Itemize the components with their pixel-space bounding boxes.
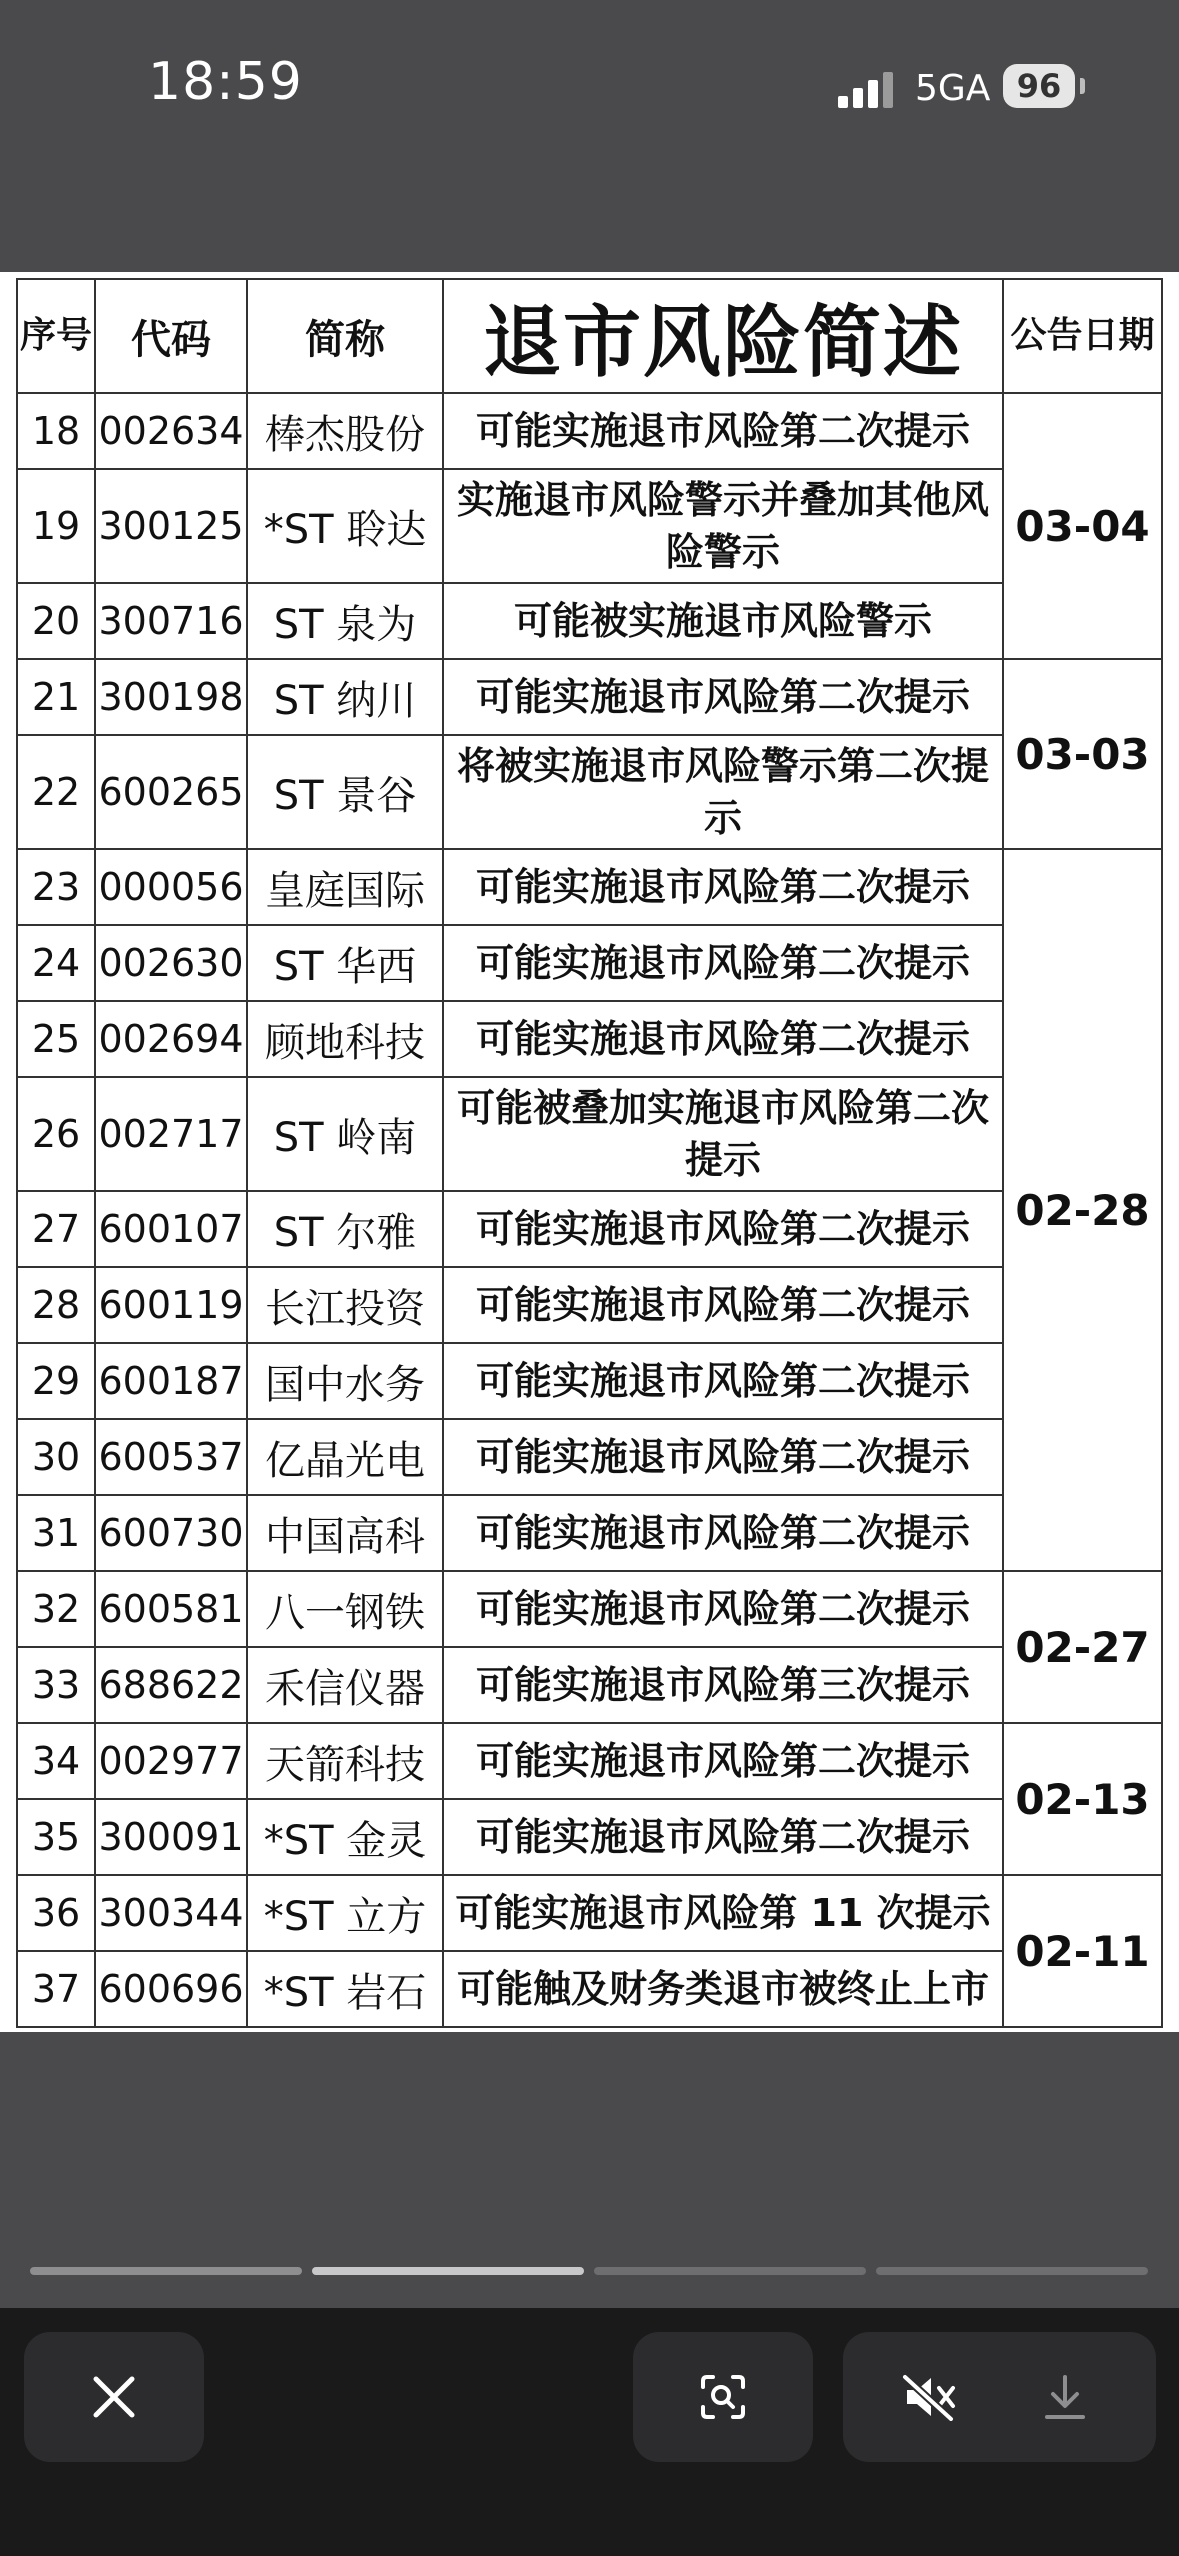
row-code: 300091	[95, 1799, 247, 1875]
row-seq: 33	[17, 1647, 95, 1723]
date-cell: 02-28	[1003, 849, 1162, 1571]
row-code: 002694	[95, 1001, 247, 1077]
row-seq: 30	[17, 1419, 95, 1495]
status-bar	[0, 0, 1179, 175]
row-desc: 可能实施退市风险第二次提示	[443, 1799, 1003, 1875]
table-row	[17, 1343, 1162, 1419]
table-row	[17, 1571, 1162, 1647]
page-dot-4[interactable]	[876, 2267, 1148, 2275]
row-name: 长江投资	[247, 1267, 443, 1343]
row-code: 300198	[95, 659, 247, 735]
cellular-signal-icon	[838, 72, 898, 108]
row-name: 禾信仪器	[247, 1647, 443, 1723]
row-code: 600119	[95, 1267, 247, 1343]
row-code: 002630	[95, 925, 247, 1001]
row-desc: 可能实施退市风险第二次提示	[443, 925, 1003, 1001]
speaker-muted-icon[interactable]	[901, 2373, 957, 2421]
visual-lookup-button[interactable]	[633, 2332, 813, 2462]
page-dot-3[interactable]	[594, 2267, 866, 2275]
row-desc: 可能触及财务类退市被终止上市	[443, 1951, 1003, 2027]
page-dot-2[interactable]	[312, 2267, 584, 2275]
row-seq: 28	[17, 1267, 95, 1343]
close-icon	[92, 2375, 136, 2419]
bottom-toolbar	[0, 2308, 1179, 2556]
table-row	[17, 659, 1162, 735]
row-desc: 可能实施退市风险第二次提示	[443, 1267, 1003, 1343]
row-code: 600537	[95, 1419, 247, 1495]
row-code: 600581	[95, 1571, 247, 1647]
row-name: *ST 金灵	[247, 1799, 443, 1875]
row-desc: 可能实施退市风险第二次提示	[443, 1343, 1003, 1419]
row-name: 国中水务	[247, 1343, 443, 1419]
header-name: 简称	[247, 279, 443, 393]
row-desc: 可能实施退市风险第二次提示	[443, 659, 1003, 735]
row-name: 八一钢铁	[247, 1571, 443, 1647]
row-seq: 22	[17, 735, 95, 849]
row-desc: 实施退市风险警示并叠加其他风险警示	[443, 469, 1003, 583]
row-seq: 19	[17, 469, 95, 583]
row-name: 棒杰股份	[247, 393, 443, 469]
row-code: 300344	[95, 1875, 247, 1951]
table-row	[17, 925, 1162, 1001]
battery-icon: 96	[1003, 64, 1075, 108]
row-name: 中国高科	[247, 1495, 443, 1571]
row-desc: 将被实施退市风险警示第二次提示	[443, 735, 1003, 849]
battery-tip	[1080, 78, 1085, 94]
table-row	[17, 393, 1162, 469]
row-name: *ST 立方	[247, 1875, 443, 1951]
row-code: 600730	[95, 1495, 247, 1571]
table-row	[17, 735, 1162, 849]
row-desc: 可能实施退市风险第二次提示	[443, 1191, 1003, 1267]
date-cell: 02-13	[1003, 1723, 1162, 1875]
row-seq: 24	[17, 925, 95, 1001]
row-seq: 25	[17, 1001, 95, 1077]
header-desc: 退市风险简述	[443, 279, 1003, 393]
table-row	[17, 1191, 1162, 1267]
network-type: 5GA	[915, 68, 991, 109]
row-desc: 可能实施退市风险第二次提示	[443, 1571, 1003, 1647]
row-code: 600696	[95, 1951, 247, 2027]
table-row	[17, 1077, 1162, 1191]
row-desc: 可能实施退市风险第二次提示	[443, 1495, 1003, 1571]
row-name: 天箭科技	[247, 1723, 443, 1799]
row-desc: 可能实施退市风险第 11 次提示	[443, 1875, 1003, 1951]
row-name: ST 华西	[247, 925, 443, 1001]
table-row	[17, 1723, 1162, 1799]
visual-lookup-icon	[699, 2373, 747, 2421]
row-seq: 27	[17, 1191, 95, 1267]
row-code: 000056	[95, 849, 247, 925]
table-row	[17, 849, 1162, 925]
row-name: ST 泉为	[247, 583, 443, 659]
table-row	[17, 1799, 1162, 1875]
row-seq: 29	[17, 1343, 95, 1419]
row-desc: 可能实施退市风险第二次提示	[443, 1001, 1003, 1077]
header-date: 公告日期	[1003, 279, 1162, 393]
header-code: 代码	[95, 279, 247, 393]
page-dot-1[interactable]	[30, 2267, 302, 2275]
row-desc: 可能被叠加实施退市风险第二次提示	[443, 1077, 1003, 1191]
download-icon[interactable]	[1041, 2373, 1089, 2421]
row-desc: 可能被实施退市风险警示	[443, 583, 1003, 659]
table-row	[17, 469, 1162, 583]
media-controls-group	[843, 2332, 1156, 2462]
row-seq: 36	[17, 1875, 95, 1951]
date-cell: 03-03	[1003, 659, 1162, 849]
row-code: 300716	[95, 583, 247, 659]
row-desc: 可能实施退市风险第二次提示	[443, 393, 1003, 469]
row-code: 600265	[95, 735, 247, 849]
row-name: ST 尔雅	[247, 1191, 443, 1267]
table-header-row	[17, 279, 1162, 393]
row-code: 600187	[95, 1343, 247, 1419]
table-row	[17, 1001, 1162, 1077]
row-code: 688622	[95, 1647, 247, 1723]
row-seq: 35	[17, 1799, 95, 1875]
row-seq: 32	[17, 1571, 95, 1647]
row-desc: 可能实施退市风险第二次提示	[443, 1723, 1003, 1799]
close-button[interactable]	[24, 2332, 204, 2462]
row-code: 002977	[95, 1723, 247, 1799]
row-desc: 可能实施退市风险第二次提示	[443, 1419, 1003, 1495]
row-name: ST 岭南	[247, 1077, 443, 1191]
row-seq: 34	[17, 1723, 95, 1799]
row-code: 300125	[95, 469, 247, 583]
row-name: ST 纳川	[247, 659, 443, 735]
row-seq: 20	[17, 583, 95, 659]
table-row	[17, 1495, 1162, 1571]
row-name: ST 景谷	[247, 735, 443, 849]
row-seq: 18	[17, 393, 95, 469]
date-cell: 03-04	[1003, 393, 1162, 659]
row-seq: 26	[17, 1077, 95, 1191]
row-seq: 31	[17, 1495, 95, 1571]
row-code: 002717	[95, 1077, 247, 1191]
row-seq: 23	[17, 849, 95, 925]
row-name: 顾地科技	[247, 1001, 443, 1077]
row-seq: 37	[17, 1951, 95, 2027]
table-row	[17, 583, 1162, 659]
table-row	[17, 1875, 1162, 1951]
delisting-risk-table	[16, 278, 1163, 2028]
row-name: *ST 岩石	[247, 1951, 443, 2027]
row-desc: 可能实施退市风险第二次提示	[443, 849, 1003, 925]
row-desc: 可能实施退市风险第三次提示	[443, 1647, 1003, 1723]
date-cell: 02-11	[1003, 1875, 1162, 2027]
table-row	[17, 1647, 1162, 1723]
row-name: 亿晶光电	[247, 1419, 443, 1495]
status-time: 18:59	[148, 52, 303, 112]
row-code: 002634	[95, 393, 247, 469]
date-cell: 02-27	[1003, 1571, 1162, 1723]
row-seq: 21	[17, 659, 95, 735]
row-code: 600107	[95, 1191, 247, 1267]
table-row	[17, 1951, 1162, 2027]
table-row	[17, 1419, 1162, 1495]
table-row	[17, 1267, 1162, 1343]
header-seq: 序号	[17, 279, 95, 393]
row-name: 皇庭国际	[247, 849, 443, 925]
row-name: *ST 聆达	[247, 469, 443, 583]
page-indicator	[30, 2267, 1150, 2275]
